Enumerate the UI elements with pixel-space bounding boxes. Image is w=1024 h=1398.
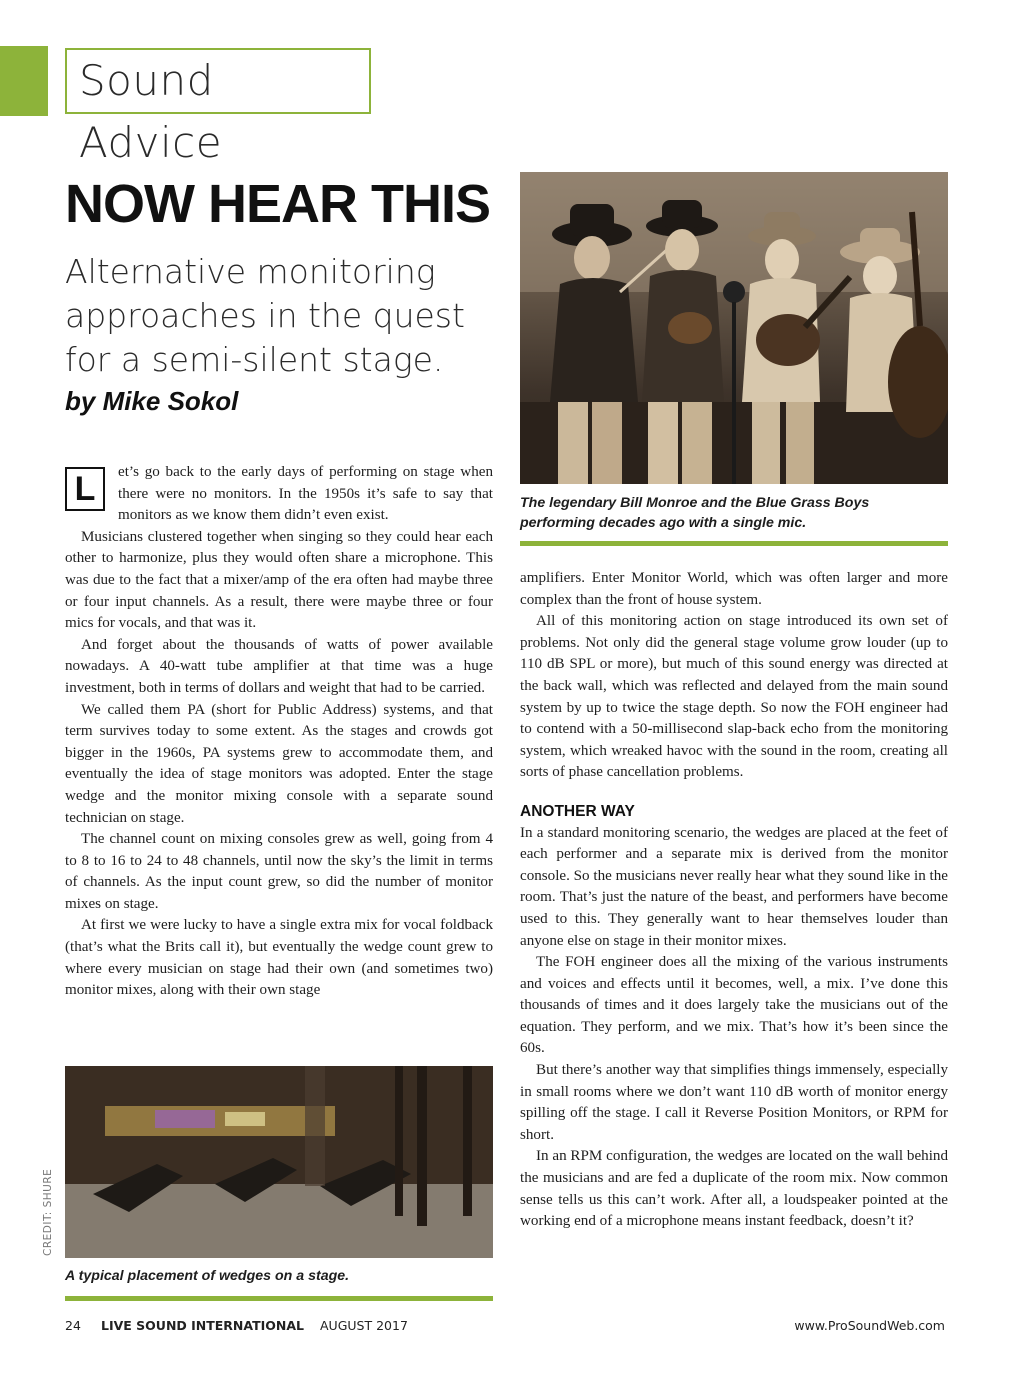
paragraph: In a standard monitoring scenario, the wedges are placed at the feet of each performer and a separate mix is derived from the monitor console. So the musicians never really hear what they sound like in the room. That’s just the nature of the beast, and performers have become used to this. They generally want to hear themselves louder than anyone else on stage in their monitor mixes. xyxy=(520,824,948,949)
band-photo-caption: The legendary Bill Monroe and the Blue Grass Boys performing decades ago with a single mic. xyxy=(520,495,870,531)
band-photo-illustration xyxy=(520,172,948,484)
body-column-left xyxy=(65,462,493,1048)
subhead: ANOTHER WAY xyxy=(520,802,635,820)
publication-name: LIVE SOUND INTERNATIONAL xyxy=(100,1318,305,1333)
paragraph: And forget about the thousands of watts of power available nowadays. A 40-watt tube amplifier at that time was a huge investment, both in terms of dollars and weight that had to be carried. xyxy=(65,636,493,696)
wedges-photo-caption: A typical placement of wedges on a stage. xyxy=(65,1268,350,1284)
section-label: Sound Advice xyxy=(65,48,371,114)
section-tab-accent xyxy=(0,46,48,116)
byline: by Mike Sokol xyxy=(65,386,239,416)
paragraph: The channel count on mixing consoles grew as well, going from 4 to 8 to 16 to 24 to 48 channels, until now the sky’s the limit in terms of channels. As the input count grew, so did the number of monitor mixes on stage. xyxy=(65,831,493,912)
headline: NOW HEAR THIS xyxy=(65,174,490,234)
caption-divider xyxy=(520,541,948,546)
issue-date: AUGUST 2017 xyxy=(320,1318,408,1333)
page-number: 24 xyxy=(65,1318,81,1333)
dropcap: L xyxy=(65,467,105,511)
caption-divider xyxy=(65,1296,493,1301)
deck-subtitle: Alternative monitoring approaches in the quest for a semi-silent stage. xyxy=(65,252,465,379)
wedges-photo xyxy=(65,1066,493,1258)
paragraph: amplifiers. Enter Monitor World, which was often larger and more complex than the front of house system. xyxy=(520,570,948,608)
body-column-right xyxy=(520,568,948,1308)
paragraph: The FOH engineer does all the mixing of the various instruments and voices and effects until it becomes, well, a mix. I’ve done this thousands of times and it does largely take the musicians out of the equation. They perform, and we mix. That’s how it’s been since the 60s. xyxy=(520,954,948,1057)
website-link[interactable]: www.ProSoundWeb.com xyxy=(794,1318,945,1333)
paragraph: We called them PA (short for Public Address) systems, and that term survives today to some extent. As the stages and crowds got bigger in the 1960s, PA systems grew to accommodate them, and eventually the idea of stage monitors was adopted. Enter the stage wedge and the monitor mixing console with a separate sound technician on stage. xyxy=(65,701,493,826)
paragraph: All of this monitoring action on stage introduced its own set of problems. Not only did the general stage volume grow louder (up to 110 dB SPL or more), but much of this sound energy was directed at the back wall, which was reflected and delayed from the main sound system by up to twice the stage depth. So now the FOH engineer had to contend with a 50-millisecond slap-back echo from the monitoring system, which wreaked havoc with the sound in the room, creating all sorts of phase cancellation problems. xyxy=(520,613,948,781)
paragraph: But there’s another way that simplifies things immensely, especially in small rooms where we don’t want 110 dB worth of monitor energy spilling off the stage. I call it Reverse Position Monitors, or RPM for short. xyxy=(520,1062,948,1143)
paragraph: At first we were lucky to have a single extra mix for vocal foldback (that’s what the Brits call it), but eventually the wedge count grew to where every musician on stage had their own (and sometimes two) monitor mixes, along with their own stage xyxy=(65,917,493,999)
paragraph: Musicians clustered together when singing so they could hear each other to harmonize, plus they would often share a microphone. This was due to the fact that a mixer/amp of the era often had maybe three or four input channels. As a result, there were maybe three or four mics for vocals, and that was it. xyxy=(65,528,493,632)
paragraph: L et’s go back to the early days of performing on stage when there were no monitors. In the 1950s it’s safe to say that monitors as we know them didn’t even exist. xyxy=(65,462,493,527)
photo-credit: CREDIT: SHURE xyxy=(42,1168,54,1256)
wedges-photo-illustration xyxy=(65,1066,493,1258)
page-footer xyxy=(65,1318,945,1333)
band-photo xyxy=(520,172,948,484)
paragraph: In an RPM configuration, the wedges are located on the wall behind the musicians and are fed a duplicate of the room mix. Now common sense tells us this can’t work. After all, a loudspeaker pointed at the working end of a microphone means instant feedback, doesn’t it? xyxy=(520,1148,948,1230)
